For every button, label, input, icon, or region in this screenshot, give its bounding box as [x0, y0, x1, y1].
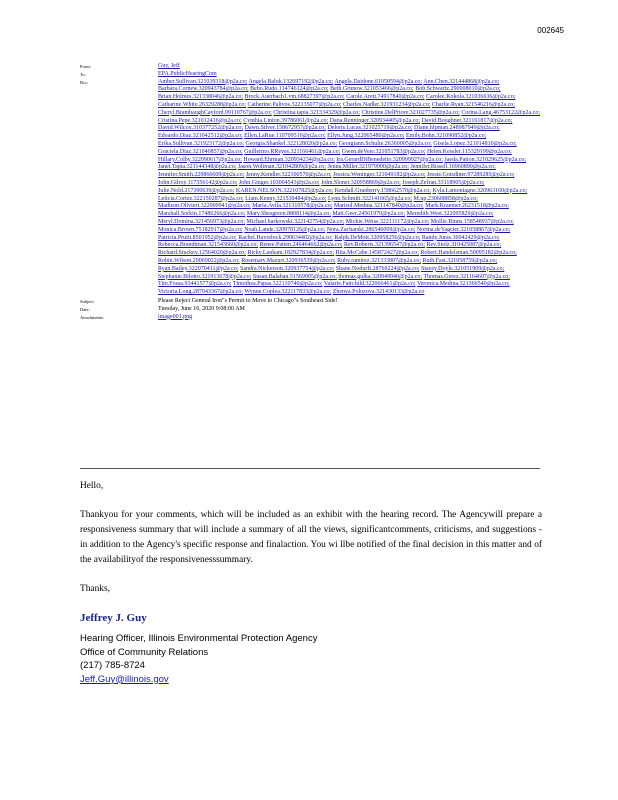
bcc-recipient[interactable]: Rev.Roberts.321396547@p2a.co; [344, 242, 425, 249]
subject-row [80, 298, 540, 306]
bcc-recipient[interactable]: Carolee.Kokola.321036636@p2a.co; [426, 94, 516, 101]
bcc-recipient[interactable]: Gisela.Lopez.321014810@p2a.co; [433, 140, 517, 147]
bcc-recipient[interactable]: Ryan.Bailey.322070411@p2a.co; [158, 265, 239, 272]
bcc-recipient[interactable]: Ellen.LaRue.110709516@p2a.co; [244, 133, 326, 140]
bcc-recipient[interactable]: Ricky.Lanham.182927834@p2a.co; [247, 250, 335, 257]
bcc-recipient[interactable]: Diane.hIpman.248987949@p2a.co; [413, 125, 500, 132]
signature-title: Hearing Officer, Illinois Environmental Protection Agency [80, 633, 318, 644]
bcc-recipient[interactable]: Christine.DelPriore.321027735@p2a.co; [361, 109, 460, 116]
date-label: Date: [80, 306, 90, 312]
signature-phone: (217) 785-8724 [80, 660, 145, 672]
bcc-recipient[interactable]: David.Boughner.321161817@p2a.co; [421, 117, 513, 124]
bcc-recipient[interactable]: Cristina.Pepe.321012416@p2a.co; [158, 117, 242, 124]
bcc-recipient[interactable]: Jessica.Weninger.321049182@p2a.co; [332, 172, 426, 179]
bcc-recipient[interactable]: Howard.Ehrman.320934234@p2a.co; [243, 156, 335, 163]
bcc-recipient[interactable]: Bob.Schwartz.290008010@p2a.co; [415, 86, 501, 93]
attachments-row [80, 314, 540, 322]
bcc-recipient[interactable]: Ira.GerardDiBenedetto.320999927@p2a.co; [336, 156, 443, 163]
bcc-recipient[interactable]: Beth.Grunow.321053466@p2a.co; [330, 86, 414, 93]
bcc-recipient[interactable]: Catharine.White.26329288@p2a.co; [158, 101, 247, 108]
bcc-recipient[interactable]: Graciela.Diaz.321040857@p2a.co; [158, 148, 243, 155]
bcc-recipient[interactable]: Dawn.Silver.158672957@p2a.co; [244, 125, 326, 132]
bcc-recipient[interactable]: Brian.Holmes.321338046@p2a.co; [158, 94, 244, 101]
subject-value: Please Reject General Iron"s Permit to Move to Chicago"s Southeast Side! [158, 297, 338, 304]
bcc-recipient[interactable]: Ann.Chen.321444868@p2a.co; [423, 78, 500, 85]
bcc-recipient[interactable]: Kyla.Lamontagne.320963160@p2a.co; [432, 187, 528, 194]
bcc-recipient[interactable]: Guillermo.RReyes.321166461@p2a.co; [244, 148, 341, 155]
bcc-recipient[interactable]: Georgia.Shankel.322128020@p2a.co; [245, 140, 338, 147]
bcc-recipient[interactable]: Michael.barkowski.322142754@p2a.co; [246, 218, 345, 225]
bcc-recipient[interactable]: Maria.Avila.321310578@p2a.co; [252, 203, 333, 210]
bcc-recipient[interactable]: Renee.Patten.246464662@p2a.co; [259, 242, 343, 249]
bcc-recipient[interactable]: Ruth.Fast.321058759@p2a.co; [422, 257, 498, 264]
bcc-recipient[interactable]: M.up.230608858@p2a.co; [413, 195, 478, 202]
bcc-recipient[interactable]: Angela.Baluk.132697192@p2a.co; [248, 78, 334, 85]
bcc-row [80, 79, 540, 297]
bcc-recipient[interactable]: Cheryl.BrambaughCayford.99110767@p2a.co; [158, 109, 272, 116]
bcc-recipient[interactable]: Brock.Auerbach1.vm.68827397@p2a.co; [244, 94, 345, 101]
bcc-label: Bcc: [80, 79, 89, 85]
bcc-recipient[interactable]: Kendall.Granberry.158662570@p2a.co; [334, 187, 431, 194]
signature-email[interactable]: Jeff.Guy@illinois.gov [80, 673, 169, 685]
bcc-recipient[interactable]: Cynthia.Linton.39786061@p2a.co; [243, 117, 329, 124]
bcc-recipient[interactable]: Deloris.Lucas.321025719@p2a.co; [327, 125, 413, 132]
bcc-recipient[interactable]: Timothea.Papas.322110740@p2a.co; [232, 281, 323, 288]
bcc-recipient[interactable]: Amber.Sullivan.321039318@p2a.co; [158, 78, 248, 85]
bcc-recipient[interactable]: Stephanie.Bilotto.321913678@p2a.co; [158, 273, 252, 280]
bcc-recipient[interactable]: Leticia.Cortez.322150287@p2a.co; [158, 195, 244, 202]
bcc-recipient[interactable]: Meredith.West.322095829@p2a.co; [406, 211, 494, 218]
bcc-recipient[interactable]: Tim.Fossa.93441577@p2a.co; [158, 281, 232, 288]
bcc-recipient[interactable]: Sandra.Nickerson.320937754@p2a.co; [240, 265, 335, 272]
bcc-recipient[interactable]: Gwen.deVeer.321051783@p2a.co; [341, 148, 426, 155]
bcc-recipient[interactable]: Stacey.Doyle.321051909@p2a.co; [421, 265, 505, 272]
page-number: 002645 [537, 26, 564, 35]
header-divider [80, 468, 540, 469]
attachment-link[interactable]: image001.png [158, 313, 193, 320]
bcc-recipient[interactable]: Mark.Kraemer.26231518@p2a.co; [425, 203, 509, 210]
bcc-recipient[interactable]: John.Gilroy.117356142@p2a.co; [158, 179, 238, 186]
bcc-recipient[interactable]: Barbara.Cornew.320943784@p2a.co; [158, 86, 249, 93]
bcc-recipient[interactable]: Corina.Lang.46753122@p2a.co; [461, 109, 540, 116]
bcc-recipient[interactable]: Jessie.Gotsdiner.97289285@p2a.co; [427, 172, 515, 179]
bcc-recipient[interactable]: Beho.Rudo.114746124@p2a.co; [250, 86, 329, 93]
bcc-recipient[interactable]: Joseph.Zefran.33118905@p2a.co; [402, 179, 485, 186]
bcc-recipient[interactable]: Wynne.Coplea.322117833@p2a.co; [244, 289, 332, 296]
bcc-recipient[interactable]: Marshall.Sorkin.17486266@p2a.co; [158, 211, 246, 218]
bcc-list [158, 79, 540, 297]
bcc-recipient[interactable]: Robert.Handelsman.50095182@p2a.co; [420, 250, 517, 257]
bcc-recipient[interactable]: Rev.Stolz.310425087@p2a.co; [426, 242, 502, 249]
bcc-recipient[interactable]: Jenna.Miller.321979900@p2a.co; [327, 164, 409, 171]
bcc-recipient[interactable]: Lynn.Schmitt.322141665@p2a.co; [327, 195, 412, 202]
bcc-recipient[interactable]: Carole.Arett.74917840@p2a.co; [346, 94, 425, 101]
bcc-recipient[interactable]: Meryl.Domina.321456973@p2a.co; [158, 218, 246, 225]
bcc-recipient[interactable]: Dana.Renninger.320934405@p2a.co; [329, 117, 421, 124]
from-value[interactable]: Guy, Jeff [158, 63, 180, 69]
bcc-recipient[interactable]: David.Wilcox.310377252@p2a.co; [158, 125, 244, 132]
signature-name: Jeffrey J. Guy [80, 612, 147, 624]
closing: Thanks, [80, 584, 110, 594]
bcc-recipient[interactable]: Richard.Stuckey.12564020@p2a.co; [158, 250, 246, 257]
bcc-recipient[interactable]: Erika.Sullivan.321923172@p2a.co; [158, 140, 245, 147]
bcc-recipient[interactable]: Noah.Lande.320978126@p2a.co; [244, 226, 326, 233]
bcc-recipient[interactable]: Jenny.Kendler.322100570@p2a.co; [245, 172, 332, 179]
bcc-recipient[interactable]: Helen.Kessler.115329199@p2a.co; [426, 148, 512, 155]
bcc-recipient[interactable]: Rachel.Havrelock.290634402@p2a.co; [238, 234, 333, 241]
bcc-recipient[interactable]: thomas.gulka.320949940@p2a.co; [338, 273, 423, 280]
from-label: From: [80, 64, 92, 69]
bcc-recipient[interactable]: Charles.Nadler.321931234@p2a.co; [343, 101, 431, 108]
bcc-recipient[interactable]: Veronica.Medina.321366540@p2a.co; [416, 281, 510, 288]
signature-office: Office of Community Relations [80, 646, 209, 658]
bcc-recipient[interactable]: Charlie.Ryan.321546216@p2a.co; [431, 101, 515, 108]
bcc-recipient[interactable]: Mollie.Binns.158548937@p2a.co; [430, 218, 514, 225]
email-header [80, 63, 540, 321]
bcc-recipient[interactable]: Edoardo.Diaz.321042512@p2a.co; [158, 133, 243, 140]
bcc-recipient[interactable]: Jaeda.Patton.321029625@p2a.co; [444, 156, 527, 163]
bcc-recipient[interactable]: Susan.Balaban.51569905@p2a.co; [252, 273, 337, 280]
bcc-recipient[interactable]: Shane.Nodurft.28769224@p2a.co; [335, 265, 420, 272]
bcc-recipient[interactable]: Georgiann.Schulte.26360005@p2a.co; [338, 140, 432, 147]
bcc-recipient[interactable]: Liam.Kenny.321530484@p2a.co; [245, 195, 327, 202]
bcc-recipient[interactable]: Randy.Juras.36042429@p2a.co; [421, 234, 500, 241]
bcc-recipient[interactable]: Christina.tapia.321334329@p2a.co; [273, 109, 360, 116]
date-value: Tuesday, June 16, 2020 9:08:00 AM [158, 305, 245, 312]
bcc-recipient[interactable]: Ruby.ramirez.321333807@p2a.co; [337, 257, 422, 264]
bcc-recipient[interactable]: Catherine.Palivos.322135077@p2a.co; [247, 101, 342, 108]
bcc-recipient[interactable]: Monica.Brown.75182917@p2a.co; [158, 226, 243, 233]
bcc-recipient[interactable]: Zhenya.Polozova.321430133@p2a.co [332, 289, 425, 296]
to-label: To: [80, 71, 86, 77]
bcc-recipient[interactable]: Nora.Zacharski.286546009@p2a.co; [326, 226, 416, 233]
bcc-recipient[interactable]: Jason.Woltman.321042809@p2a.co; [237, 164, 327, 171]
bcc-recipient[interactable]: Robin.Wilson.29069022@p2a.co; [158, 257, 240, 264]
bcc-recipient[interactable]: Mary.Shesgreen.8808114@p2a.co; [246, 211, 331, 218]
bcc-recipient[interactable]: Angela.Daidone.61050594@p2a.co; [334, 78, 423, 85]
bcc-recipient[interactable]: John.Ginger.103004543@p2a.co; [238, 179, 320, 186]
bcc-recipient[interactable]: Ralph.DeMott.320958256@p2a.co; [334, 234, 421, 241]
to-row [80, 71, 540, 79]
bcc-recipient[interactable]: Julie.Nold.217390639@p2a.co; [158, 187, 235, 194]
bcc-recipient[interactable]: Patricia.Pruitt.8501952@p2a.co; [158, 234, 237, 241]
bcc-recipient[interactable]: Valarie.Fairchild.322066461@p2a.co; [323, 281, 416, 288]
bcc-recipient[interactable]: Janet.Tapia.321144348@p2a.co; [158, 164, 237, 171]
from-row [80, 63, 540, 71]
bcc-recipient[interactable]: Jennifer.Smith.229866609@p2a.co; [158, 172, 245, 179]
bcc-recipient[interactable]: Madison.Olivieri.322009941@p2a.co; [158, 203, 251, 210]
greeting: Hello, [80, 481, 104, 491]
bcc-recipient[interactable]: Hillary.Colby.322090617@p2a.co; [158, 156, 242, 163]
bcc-recipient[interactable]: Rosemary.Mazurr.320936539@p2a.co; [241, 257, 336, 264]
bcc-recipient[interactable]: KAREN.NELSON.322107825@p2a.co; [235, 187, 334, 194]
date-row [80, 306, 540, 314]
bcc-recipient[interactable]: Jennifer.Bissell.16960890@p2a.co; [410, 164, 496, 171]
bcc-recipient[interactable]: Marisol.Medina.321147840@p2a.co; [333, 203, 424, 210]
bcc-recipient[interactable]: Ellyn.Jung.322065480@p2a.co; [327, 133, 405, 140]
bcc-recipient[interactable]: Emily.Bohn.321090852@p2a.co; [405, 133, 487, 140]
bcc-recipient[interactable]: Norma.deYagcier.321058867@p2a.co; [416, 226, 511, 233]
bcc-recipient[interactable]: Mickie.Weiss.322111172@p2a.co; [345, 218, 430, 225]
attachments-label: Attachments: [80, 314, 104, 320]
bcc-recipient[interactable]: Rebecca.Brandtman.321543660@p2a.co; [158, 242, 258, 249]
bcc-recipient[interactable]: Rita.McCabe.145872427@p2a.co; [335, 250, 419, 257]
body-paragraph: Thankyou for your comments, which will be included as an exhibit with the hearing record. The Agencywill prepare a responsiveness summary that will include a summary of all the views, significantcomments, criticisms, and suggestions - in addition to the Agency's specific response and finalaction. You wi llbe notified of the final decision in this matter and of the availabilityof the responsivenesssummary. [80, 510, 542, 565]
bcc-recipient[interactable]: Thomas.Gerez.321164607@p2a.co; [423, 273, 510, 280]
to-value[interactable]: EPA.PublicHearingCom [158, 70, 217, 77]
bcc-recipient[interactable]: John.Sloner.320958869@p2a.co; [321, 179, 401, 186]
email-body [80, 476, 542, 686]
bcc-recipient[interactable]: Matt.Geer.24561970@p2a.co; [332, 211, 406, 218]
bcc-recipient[interactable]: Victoria.Long.287043367@p2a.co; [158, 289, 243, 296]
subject-label: Subject: [80, 298, 95, 304]
